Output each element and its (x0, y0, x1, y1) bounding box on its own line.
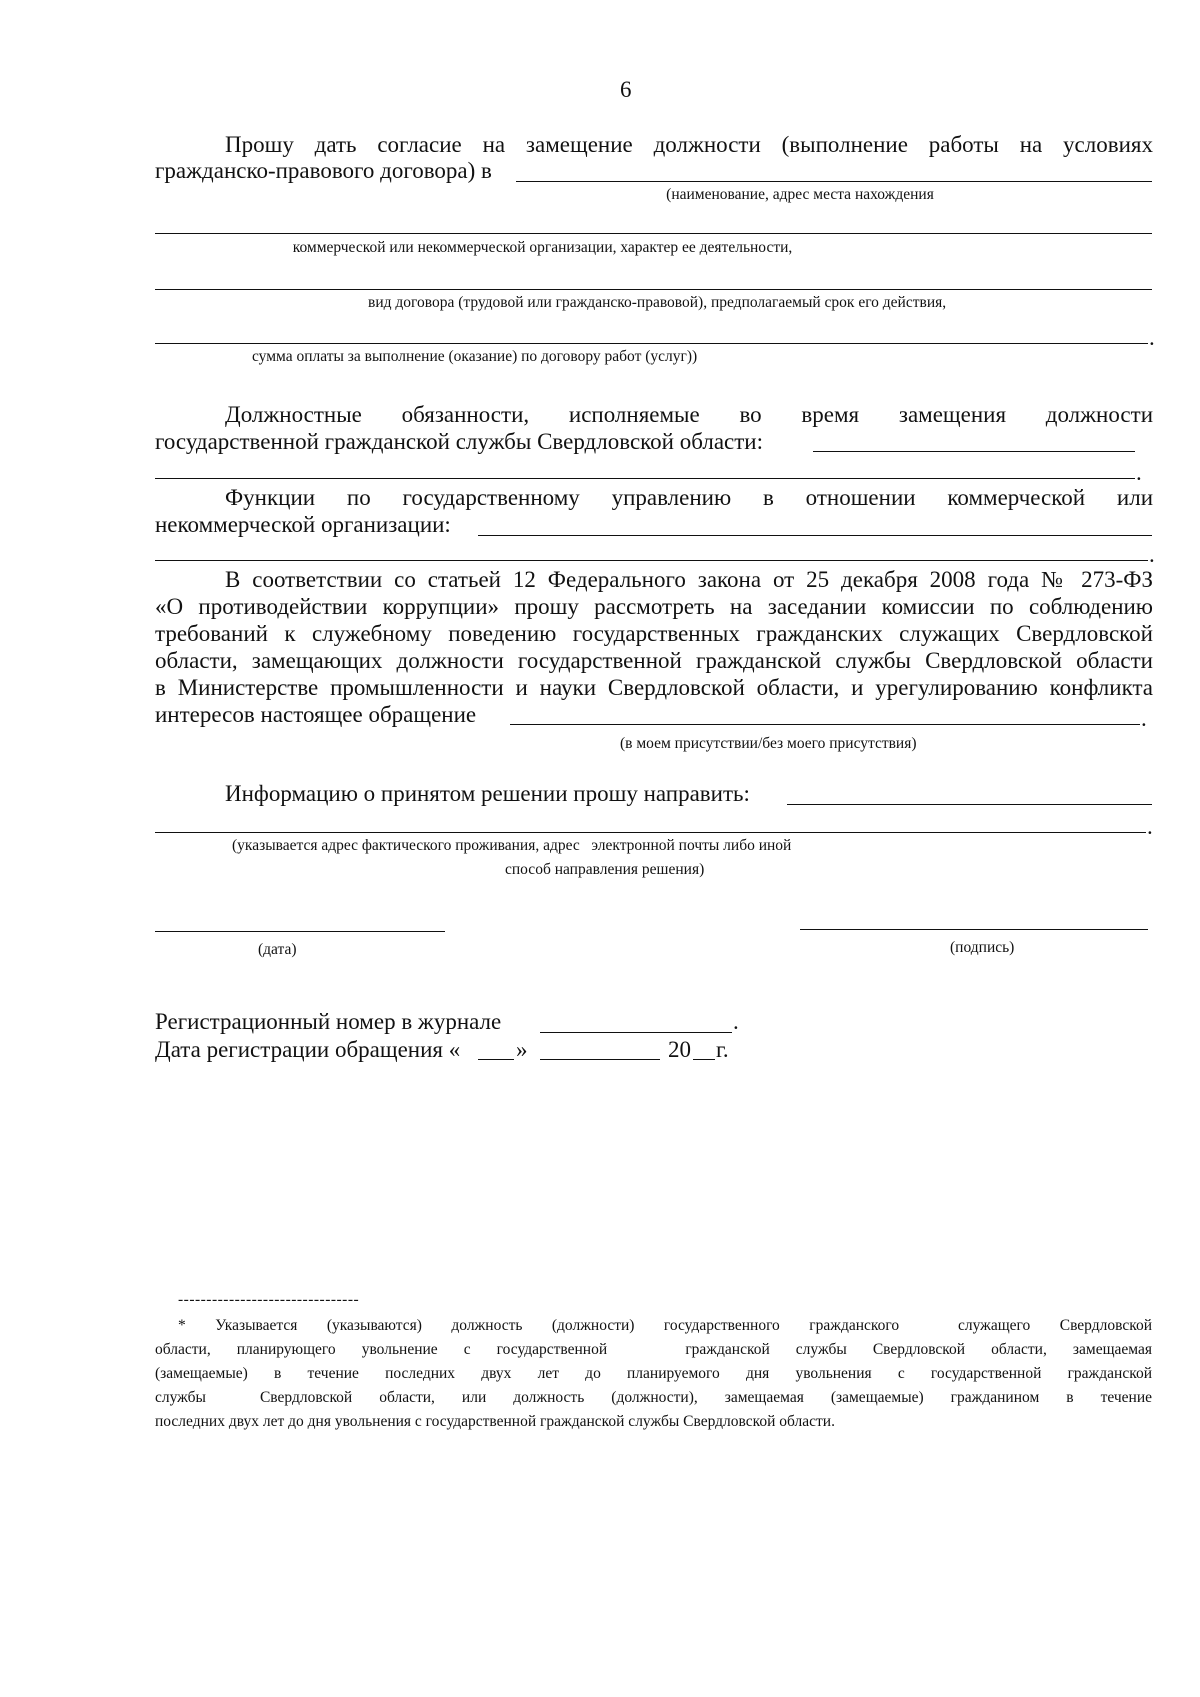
footnote-line-1: * Указывается (указываются) должность (должности) государственного гражданского служащего Свердловской (178, 1317, 1152, 1334)
registration-number-label: Регистрационный номер в журнале (155, 1009, 502, 1034)
date-field[interactable] (155, 931, 445, 932)
caption-organization-type: коммерческой или некоммерческой организации, характер ее деятельности, (292, 239, 793, 256)
presence-choice-field[interactable] (510, 724, 1140, 725)
footnote-last-line: последних двух лет до дня увольнения с государственной гражданской службы Свердловской области. (155, 1413, 835, 1430)
caption-signature: (подпись) (950, 939, 1015, 956)
signature-field[interactable] (800, 929, 1148, 930)
registration-year-field[interactable] (693, 1059, 715, 1060)
notification-field-1[interactable] (787, 804, 1152, 805)
caption-notification-2: способ направления решения) (505, 861, 705, 878)
duties-line-2: государственной гражданской службы Свердловской области: (155, 429, 763, 454)
notification-field-2[interactable] (155, 832, 1146, 833)
caption-contract-sum: сумма оплаты за выполнение (оказание) по договору работ (услуг)) (252, 348, 698, 365)
footnote-line-3: (замещаемые) в течение последних двух лет до планируемого дня увольнения с государственной гражданской (155, 1365, 1152, 1382)
functions-line-1: Функции по государственному управлению в отношении коммерческой или (225, 485, 1153, 510)
registration-number-field[interactable] (540, 1032, 732, 1033)
duties-line-1: Должностные обязанности, исполняемые во время замещения должности (225, 402, 1153, 427)
request-line-2: гражданско-правового договора) в (155, 158, 492, 183)
registration-number-end: . (733, 1009, 739, 1034)
caption-contract-type: вид договора (трудовой или гражданско-правовой), предполагаемый срок его действия, (368, 294, 947, 311)
footnote-separator: -------------------------------- (178, 1291, 360, 1308)
page-number: 6 (620, 77, 632, 102)
duties-field-1[interactable] (813, 451, 1135, 452)
caption-presence: (в моем присутствии/без моего присутствия) (620, 735, 917, 752)
registration-month-field[interactable] (540, 1059, 660, 1060)
caption-organization-name: (наименование, адрес места нахождения (666, 186, 934, 203)
registration-quote-close: » (516, 1037, 528, 1062)
notification-period: . (1147, 814, 1153, 839)
appeal-line-3: требований к служебному поведению государственных гражданских служащих Свердловской (155, 621, 1153, 646)
contract-sum-field[interactable] (155, 343, 1148, 344)
appeal-line-1: В соответствии со статьей 12 Федерального закона от 25 декабря 2008 года № 273-ФЗ (225, 567, 1153, 592)
registration-date-label: Дата регистрации обращения « (155, 1037, 461, 1062)
footnote-line-2: области, планирующего увольнение с государственной гражданской службы Свердловской области, замещаемая (155, 1341, 1152, 1358)
functions-period: . (1149, 542, 1155, 567)
contract-sum-period: . (1149, 325, 1155, 350)
functions-field-1[interactable] (478, 535, 1152, 536)
functions-field-2[interactable] (155, 560, 1148, 561)
notification-line: Информацию о принятом решении прошу направить: (225, 781, 750, 806)
appeal-line-4: области, замещающих должности государственной гражданской службы Свердловской области (155, 648, 1153, 673)
registration-day-field[interactable] (478, 1059, 514, 1060)
appeal-period: . (1141, 706, 1147, 731)
footnote-line-4: службы Свердловской области, или должность (должности), замещаемая (замещаемые) гражданином в течение (155, 1389, 1152, 1406)
appeal-line-2: «О противодействии коррупции» прошу рассмотреть на заседании комиссии по соблюдению (155, 594, 1153, 619)
appeal-line-5: в Министерстве промышленности и науки Свердловской области, и урегулированию конфликта (155, 675, 1153, 700)
duties-period: . (1136, 460, 1142, 485)
appeal-last-line: интересов настоящее обращение (155, 702, 477, 727)
request-line-1: Прошу дать согласие на замещение должности (выполнение работы на условиях (225, 132, 1153, 157)
contract-type-field[interactable] (155, 289, 1152, 290)
caption-date: (дата) (258, 941, 297, 958)
duties-field-2[interactable] (155, 478, 1135, 479)
organization-name-field[interactable] (516, 181, 1152, 182)
organization-address-field[interactable] (155, 233, 1152, 234)
functions-line-2: некоммерческой организации: (155, 512, 451, 537)
registration-year-suffix: г. (716, 1037, 729, 1062)
caption-notification-1: (указывается адрес фактического проживания, адрес электронной почты либо иной (232, 837, 792, 854)
registration-year-prefix: 20 (668, 1037, 691, 1062)
